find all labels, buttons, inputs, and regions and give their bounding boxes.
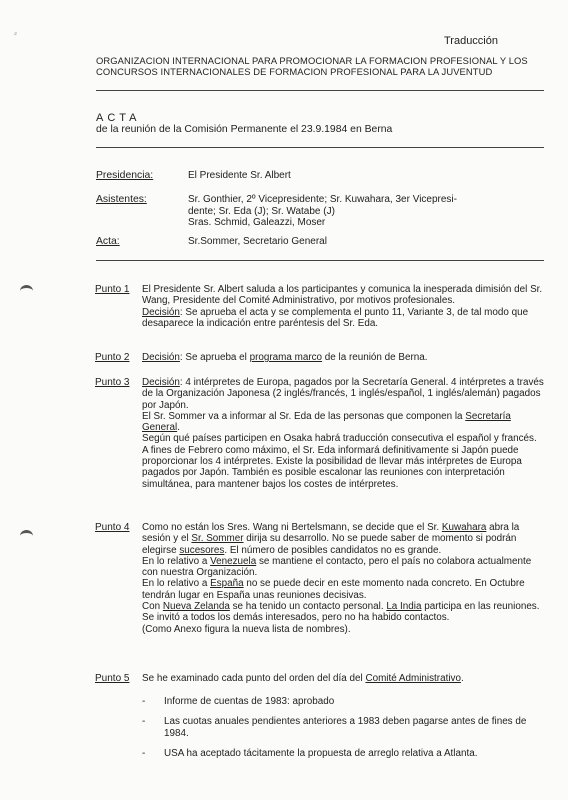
- text-fragment: Como no están los Sres. Wang ni Bertelsmann, se decide que el Sr.: [142, 522, 442, 533]
- translation-label: Traducción: [443, 35, 498, 47]
- point-4-venezuela: [142, 556, 544, 579]
- point-1-decision: [142, 307, 544, 330]
- point-4-label: Punto 4: [95, 522, 130, 533]
- text-fragment: .: [177, 422, 180, 434]
- punch-hole-mark: [20, 530, 33, 542]
- asistentes-line: dente; Sr. Eda (J); Sr. Watabe (J): [188, 205, 335, 217]
- decision-label: Decisión: [142, 306, 180, 318]
- comite-administrativo-text: Comité Administrativo: [365, 673, 461, 684]
- point-1-text: El Presidente Sr. Albert saluda a los participantes y comunica la inesperada dimisión del Sr. Wang, Presidente del Comité Administrativo, por motivos profesionales.: [142, 284, 543, 307]
- sommer-text: Sr. Sommer: [191, 533, 244, 545]
- acta-value: Sr.Sommer, Secretario General: [188, 236, 327, 247]
- text-fragment: de la reunión de Berna.: [322, 352, 428, 363]
- text-fragment: Con: [142, 601, 163, 613]
- text-fragment: no se puede decir en este momento nada concreto. En Octubre tendrán lugar en España unas reuniones decisivas.: [142, 578, 525, 601]
- espana-text: España: [210, 578, 244, 590]
- point-1-body: [142, 284, 544, 329]
- acta-subtitle: de la reunión de la Comisión Permanente el 23.9.1984 en Berna: [96, 124, 393, 135]
- text-fragment: se ha tenido un contacto personal.: [229, 601, 387, 613]
- asistentes-label: Asistentes:: [96, 194, 147, 205]
- asistentes-line: Sras. Schmid, Galeazzi, Moser: [188, 217, 326, 229]
- point-5-body: [142, 673, 544, 684]
- point-2-text: [142, 352, 544, 363]
- dash-mark: -: [142, 747, 146, 759]
- text-fragment: participa en las reuniones. Se invitó a todos los demás interesados, pero no ha habido contactos.: [142, 601, 540, 624]
- text-fragment: : Se aprueba el: [179, 352, 250, 363]
- point-3-body: [142, 377, 544, 490]
- point-3-decision: [142, 377, 544, 411]
- divider: [96, 90, 544, 91]
- venezuela-text: Venezuela: [210, 555, 257, 567]
- punch-hole-mark: [20, 285, 33, 297]
- point-4-contacts: [142, 601, 544, 624]
- text-fragment: .: [460, 673, 464, 684]
- dash-mark: -: [142, 716, 146, 728]
- text-fragment: En lo relativo a: [142, 555, 211, 567]
- organization-heading: ORGANIZACION INTERNACIONAL PARA PROMOCIONAR LA FORMACION PROFESIONAL Y LOS CONCURSOS INTERNACIONALES DE FORMACION PROFESIONAL PARA LA JUVENTUD: [96, 55, 528, 77]
- point-3-label: Punto 3: [95, 377, 130, 388]
- kuwahara-text: Kuwahara: [441, 522, 487, 533]
- point-4-anexo: (Como Anexo figura la nueva lista de nombres).: [142, 623, 351, 635]
- presidencia-label: Presidencia:: [96, 170, 154, 181]
- text-fragment: abra la sesión y el: [142, 522, 520, 545]
- text-fragment: . El número de posibles candidatos no es grande.: [224, 544, 442, 556]
- point-4-body: [142, 522, 544, 635]
- margin-mark: ⸗: [14, 28, 17, 38]
- text-fragment: El Sr. Sommer va a informar al Sr. Eda de las personas que componen la: [142, 410, 466, 422]
- decision-label: Decisión: [142, 352, 180, 363]
- point-3-osaka: Según qué países participen en Osaka habrá traducción consecutiva el español y francés.: [142, 433, 537, 445]
- secretaria-general-text: Secretaría General: [142, 410, 511, 434]
- point-5-label: Punto 5: [95, 673, 130, 684]
- nueva-zelanda-text: Nueva Zelanda: [162, 601, 230, 613]
- presidencia-value: El Presidente Sr. Albert: [188, 170, 291, 181]
- point-4-espana: [142, 578, 544, 601]
- point-3-secretaria: [142, 411, 544, 434]
- text-fragment: Se he examinado cada punto del orden del día del: [142, 673, 366, 684]
- asistentes-line: Sr. Gonthier, 2º Vicepresidente; Sr. Kuwahara, 3er Vicepresi-: [188, 194, 457, 205]
- decision-text: : Se aprueba el acta y se complementa el punto 11, Variante 3, de tal modo que desaparece la indicación entre paréntesis del Sr. Eda.: [142, 306, 529, 329]
- dash-mark: -: [142, 696, 146, 707]
- point-1-label: Punto 1: [95, 284, 130, 295]
- point-4-intro: [142, 522, 544, 556]
- text-fragment: dirija su desarrollo. No se puede saber de momento si podrán elegirse: [142, 533, 517, 556]
- text-fragment: En lo relativo a: [142, 578, 211, 590]
- point-2-label: Punto 2: [95, 352, 130, 363]
- list-item-text: USA ha aceptado tácitamente la propuesta de arreglo relativa a Atlanta.: [164, 747, 478, 759]
- list-item: [142, 748, 544, 759]
- india-text: La India: [386, 601, 422, 613]
- point-3-febrero: A fines de Febrero como máximo, el Sr. Eda informará definitivamente si Japón puede proporcionar los 4 intérpretes. Existe la posibilidad de llevar más intérpretes de Europa pagados por Japón. También es posible escalonar las reuniones con interpretación simultánea, para mantener bajos los costes de intérpretes.: [142, 444, 522, 490]
- list-item: [142, 696, 544, 707]
- list-item-text: Las cuotas anuales pendientes anteriores a 1983 deben pagarse antes de fines de 1984.: [164, 716, 527, 739]
- divider: [96, 260, 544, 261]
- sucesores-text: sucesores: [179, 544, 225, 556]
- decision-label: Decisión: [142, 377, 180, 388]
- acta-label: Acta:: [96, 236, 120, 247]
- point-5-intro: [142, 673, 544, 684]
- text-fragment: : 4 intérpretes de Europa, pagados por la Secretaría General. 4 intérpretes a través de la Organización Japonesa (2 inglés/francés, 1 inglés/español, 1 inglés/alemán) pagados por Japón.: [142, 377, 544, 411]
- acta-title: ACTA: [96, 112, 141, 124]
- point-5-list: [142, 696, 544, 768]
- programa-marco-text: programa marco: [249, 352, 323, 363]
- asistentes-value: [188, 194, 543, 229]
- list-item-text: Informe de cuentas de 1983: aprobado: [164, 696, 335, 707]
- text-fragment: se mantiene el contacto, pero el país no colabora actualmente con nuestra Organización.: [142, 555, 532, 579]
- point-2-body: [142, 352, 544, 363]
- divider: [96, 147, 544, 148]
- list-item: [142, 716, 544, 739]
